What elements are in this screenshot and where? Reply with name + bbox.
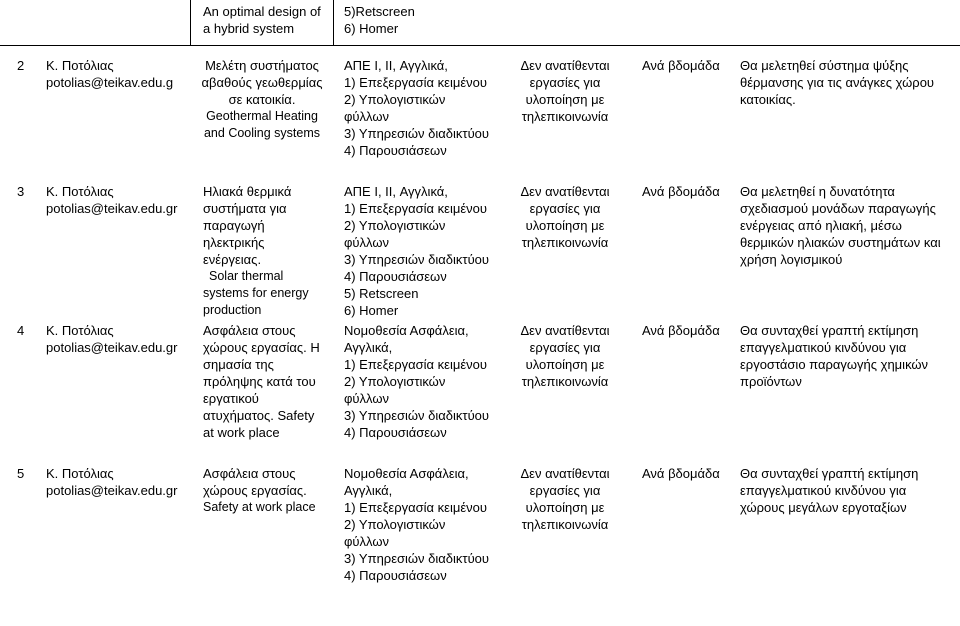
topic-line: production	[203, 303, 262, 317]
description-line: προϊόντων	[740, 374, 802, 389]
software-line: 5)Retscreen	[344, 4, 415, 19]
description-line: Θα συνταχθεί γραπτή εκτίμηση	[740, 466, 919, 481]
telework-line: εργασίες για	[529, 201, 601, 216]
software-line: 1) Επεξεργασία κειμένου	[344, 201, 487, 216]
topic-cell	[203, 465, 333, 516]
telework-line: εργασίες για	[529, 483, 601, 498]
software-line: 2) Υπολογιστικών	[344, 517, 446, 532]
topic-cell	[193, 57, 331, 142]
description-line: Θα συνταχθεί γραπτή εκτίμηση	[740, 323, 919, 338]
topic-line: ηλεκτρικής	[203, 235, 265, 250]
software-line: φύλλων	[344, 235, 389, 250]
software-line: 6) Homer	[344, 303, 399, 318]
topic-line: and Cooling systems	[203, 126, 321, 140]
instructor-email: potolias@teikav.edu.gr	[46, 340, 178, 355]
description-line: ενέργειας από ηλιακή, μέσω	[740, 218, 902, 233]
description-line: σχεδιασμού μονάδων παραγωγής	[740, 201, 936, 216]
software-line: ΑΠΕ I, II, Αγγλικά,	[344, 58, 448, 73]
topic-cell	[203, 322, 333, 441]
topic-line: Ασφάλεια στους	[203, 466, 296, 481]
software-line: Νομοθεσία Ασφάλεια,	[344, 466, 469, 481]
topic-line: σημασία της	[203, 357, 274, 372]
topic-line: Μελέτη συστήματος	[205, 58, 319, 73]
telework-line: υλοποίηση με	[525, 357, 605, 372]
software-line: ΑΠΕ I, II, Αγγλικά,	[344, 184, 448, 199]
software-cell	[344, 183, 514, 319]
row-divider	[0, 45, 960, 46]
software-line: 1) Επεξεργασία κειμένου	[344, 357, 487, 372]
frequency-cell: Ανά βδομάδα	[642, 58, 720, 73]
top-software-cell	[344, 3, 514, 37]
software-line: 3) Υπηρεσιών διαδικτύου	[344, 252, 490, 267]
telework-line: υλοποίηση με	[525, 92, 605, 107]
software-cell	[344, 465, 514, 584]
instructor-cell	[46, 183, 188, 217]
telework-line: τηλεπικοινωνία	[521, 109, 609, 124]
description-cell	[740, 57, 958, 108]
topic-line: Ασφάλεια στους	[203, 323, 296, 338]
telework-cell	[500, 465, 630, 533]
description-line: χώρους μεγάλων εργοταξίων	[740, 500, 907, 515]
row-number: 4	[17, 323, 25, 338]
software-line: Αγγλικά,	[344, 340, 393, 355]
software-line: 4) Παρουσιάσεων	[344, 269, 447, 284]
software-line: 2) Υπολογιστικών	[344, 374, 446, 389]
telework-line: τηλεπικοινωνία	[521, 235, 609, 250]
instructor-name: Κ. Ποτόλιας	[46, 184, 114, 199]
instructor-name: Κ. Ποτόλιας	[46, 58, 114, 73]
telework-line: Δεν ανατίθενται	[520, 184, 610, 199]
instructor-email: potolias@teikav.edu.gr	[46, 483, 178, 498]
instructor-name: Κ. Ποτόλιας	[46, 323, 114, 338]
software-line: 3) Υπηρεσιών διαδικτύου	[344, 408, 490, 423]
description-line: εργοστάσιο παραγωγής χημικών	[740, 357, 929, 372]
instructor-cell	[46, 57, 188, 91]
software-line: 5) Retscreen	[344, 286, 419, 301]
description-line: κατοικίας.	[740, 92, 796, 107]
instructor-cell	[46, 322, 188, 356]
software-line: 3) Υπηρεσιών διαδικτύου	[344, 126, 490, 141]
row-number: 5	[17, 466, 25, 481]
frequency-cell: Ανά βδομάδα	[642, 184, 720, 199]
topic-line: systems for energy	[203, 286, 309, 300]
software-line: 4) Παρουσιάσεων	[344, 568, 447, 583]
topic-line: αβαθούς γεωθερμίας	[201, 75, 323, 90]
software-line: 3) Υπηρεσιών διαδικτύου	[344, 551, 490, 566]
description-line: Θα μελετηθεί σύστημα ψύξης	[740, 58, 909, 73]
telework-line: τηλεπικοινωνία	[521, 374, 609, 389]
description-line: χρήση λογισμικού	[740, 252, 843, 267]
topic-line: χώρους εργασίας.	[203, 483, 307, 498]
telework-line: Δεν ανατίθενται	[520, 466, 610, 481]
software-cell	[344, 57, 514, 159]
topic-line: ενέργειας.	[203, 252, 262, 267]
topic-line: σε κατοικία.	[228, 92, 296, 107]
topic-line: εργατικού	[203, 391, 259, 406]
software-line: φύλλων	[344, 534, 389, 549]
software-line: 4) Παρουσιάσεων	[344, 425, 447, 440]
software-line: 1) Επεξεργασία κειμένου	[344, 75, 487, 90]
telework-cell	[500, 322, 630, 390]
telework-line: εργασίες για	[529, 75, 601, 90]
description-line: θερμικών ηλιακών συστημάτων και	[740, 235, 941, 250]
topic-line: πρόληψης κατά του	[203, 374, 316, 389]
column-divider	[333, 0, 334, 45]
description-line: Θα μελετηθεί η δυνατότητα	[740, 184, 895, 199]
topic-line: An optimal design of	[203, 4, 321, 19]
software-line: Νομοθεσία Ασφάλεια,	[344, 323, 469, 338]
frequency-cell: Ανά βδομάδα	[642, 323, 720, 338]
software-line: 6) Homer	[344, 21, 399, 36]
frequency-cell: Ανά βδομάδα	[642, 466, 720, 481]
topic-line: a hybrid system	[203, 21, 295, 36]
description-cell	[740, 465, 958, 516]
description-cell	[740, 183, 958, 268]
software-line: 1) Επεξεργασία κειμένου	[344, 500, 487, 515]
instructor-cell	[46, 465, 188, 499]
row-number: 2	[17, 58, 25, 73]
topic-line: Geothermal Heating	[206, 109, 318, 123]
telework-cell	[500, 183, 630, 251]
software-line: 2) Υπολογιστικών	[344, 92, 446, 107]
telework-line: εργασίες για	[529, 340, 601, 355]
telework-line: Δεν ανατίθενται	[520, 323, 610, 338]
software-line: Αγγλικά,	[344, 483, 393, 498]
description-line: επαγγελματικού κινδύνου για	[740, 340, 907, 355]
software-line: φύλλων	[344, 109, 389, 124]
topic-line: χώρους εργασίας. Η	[203, 340, 320, 355]
column-divider	[190, 0, 191, 45]
telework-line: υλοποίηση με	[525, 500, 605, 515]
telework-line: τηλεπικοινωνία	[521, 517, 609, 532]
row-number: 3	[17, 184, 25, 199]
instructor-email: potolias@teikav.edu.gr	[46, 201, 178, 216]
topic-line: at work place	[203, 425, 280, 440]
topic-line: Safety at work place	[203, 500, 316, 514]
telework-line: υλοποίηση με	[525, 218, 605, 233]
telework-cell	[500, 57, 630, 125]
topic-line: Ηλιακά θερμικά	[203, 184, 292, 199]
description-line: επαγγελματικού κινδύνου για	[740, 483, 907, 498]
instructor-email: potolias@teikav.edu.g	[46, 75, 174, 90]
instructor-name: Κ. Ποτόλιας	[46, 466, 114, 481]
software-cell	[344, 322, 514, 441]
top-topic-cell	[203, 3, 329, 37]
topic-line: παραγωγή	[203, 218, 265, 233]
telework-line: Δεν ανατίθενται	[520, 58, 610, 73]
description-cell	[740, 322, 958, 390]
topic-cell	[203, 183, 333, 319]
software-line: 4) Παρουσιάσεων	[344, 143, 447, 158]
topic-line: Solar thermal	[209, 269, 284, 283]
description-line: θέρμανσης για τις ανάγκες χώρου	[740, 75, 935, 90]
topic-line: ατυχήματος. Safety	[203, 408, 315, 423]
software-line: φύλλων	[344, 391, 389, 406]
software-line: 2) Υπολογιστικών	[344, 218, 446, 233]
topic-line: συστήματα για	[203, 201, 287, 216]
